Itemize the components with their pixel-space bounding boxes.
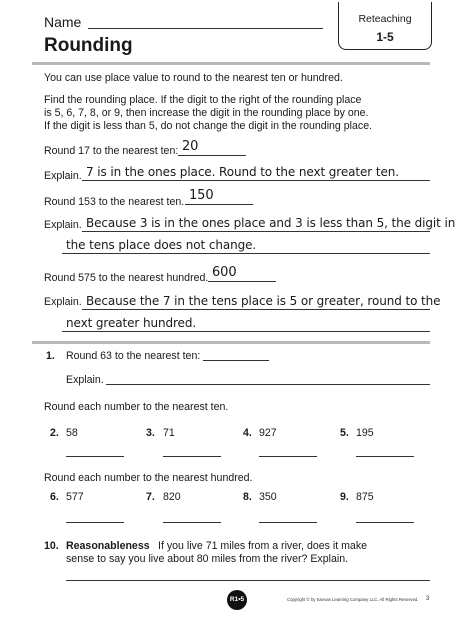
example2-explain-text-2: the tens place does not change. [66,238,257,252]
badge-label: Reteaching [358,13,412,25]
example2-answer-line [185,204,253,205]
page-title: Rounding [44,35,133,56]
problem1-explain-field[interactable] [106,384,430,385]
example3-prompt: Round 575 to the nearest hundred. [44,272,209,284]
problem10-text-2: sense to say you live about 80 miles from the river? Explain. [66,553,349,565]
problem6-value: 577 [66,491,84,503]
problem7-value: 820 [163,491,181,503]
example3-explain-line-1 [82,309,430,310]
problem1-explain-label: Explain. [66,374,104,386]
example1-answer: 20 [182,139,199,154]
problem2-answer-field[interactable] [66,456,124,457]
reteaching-logo-icon: R1•5 [227,590,247,610]
problem9-value: 875 [356,491,374,503]
example1-explain-text: 7 is in the ones place. Round to the next greater ten. [86,165,399,179]
problem6-answer-field[interactable] [66,522,124,523]
example3-explain-text-1: Because the 7 in the tens place is 5 or greater, round to the [86,294,441,308]
rule-line-3: If the digit is less than 5, do not change the digit in the rounding place. [44,120,373,132]
example3-answer-line [208,281,276,282]
rule-line-2: is 5, 6, 7, 8, or 9, then increase the digit in the rounding place by one. [44,107,369,119]
problem2-value: 58 [66,427,78,439]
problem4-number: 4. [243,427,252,439]
example1-explain-label: Explain. [44,170,82,182]
problem7-number: 7. [146,491,155,503]
problem9-number: 9. [340,491,349,503]
problem10-answer-field[interactable] [66,580,430,581]
example3-explain-label: Explain. [44,296,82,308]
problem10-number: 10. [44,540,59,552]
name-label: Name [44,14,82,30]
problem3-answer-field[interactable] [163,456,221,457]
problem4-answer-field[interactable] [259,456,317,457]
example3-answer: 600 [212,265,237,280]
example1-answer-line [178,155,246,156]
section-hundred-instruction: Round each number to the nearest hundred. [44,472,253,484]
problem10-text-1: If you live 71 miles from a river, does it make [158,540,368,552]
name-input-line[interactable] [88,28,323,29]
problem8-answer-field[interactable] [259,522,317,523]
problem3-number: 3. [146,427,155,439]
problem10-label: Reasonableness [66,540,150,552]
example2-explain-text-1: Because 3 is in the ones place and 3 is less than 5, the digit in [86,216,456,230]
problem1-prompt: Round 63 to the nearest ten: [66,350,201,362]
example2-explain-line-1 [82,231,430,232]
problem5-answer-field[interactable] [356,456,414,457]
problem2-number: 2. [50,427,59,439]
header-divider [32,62,430,65]
page-number: 3 [426,596,430,602]
badge-number: 1-5 [376,30,394,44]
examples-divider [32,341,430,344]
intro-text: You can use place value to round to the nearest ten or hundred. [44,72,343,84]
example2-explain-line-2 [62,253,430,254]
example3-explain-line-2 [62,331,430,332]
problem6-number: 6. [50,491,59,503]
problem9-answer-field[interactable] [356,522,414,523]
problem3-value: 71 [163,427,175,439]
problem7-answer-field[interactable] [163,522,221,523]
problem5-value: 195 [356,427,374,439]
example2-prompt: Round 153 to the nearest ten. [44,196,185,208]
rule-line-1: Find the rounding place. If the digit to the right of the rounding place [44,94,362,106]
section-ten-instruction: Round each number to the nearest ten. [44,401,229,413]
example1-prompt: Round 17 to the nearest ten: [44,145,179,157]
example2-explain-label: Explain. [44,219,82,231]
copyright-text: Copyright © by Savvas Learning Company LLC. All Rights Reserved. [287,597,419,602]
problem8-value: 350 [259,491,277,503]
problem4-value: 927 [259,427,277,439]
problem1-answer-field[interactable] [203,360,269,361]
problem8-number: 8. [243,491,252,503]
reteaching-badge [338,2,432,50]
problem1-number: 1. [46,350,55,362]
problem5-number: 5. [340,427,349,439]
example2-answer: 150 [189,188,214,203]
example1-explain-line [82,180,430,181]
example3-explain-text-2: next greater hundred. [66,316,197,330]
